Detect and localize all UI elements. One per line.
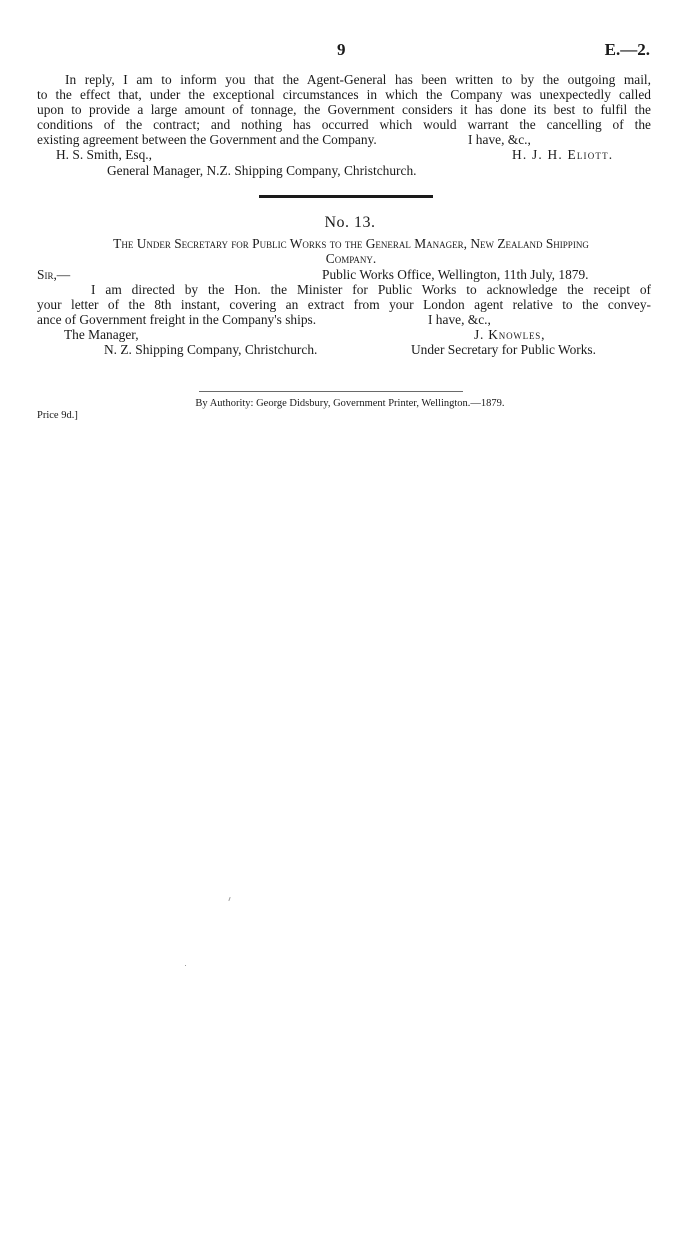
letter-signatory: J. Knowles,: [474, 327, 546, 342]
price-note: Price 9d.]: [37, 410, 78, 421]
place-date: Public Works Office, Wellington, 11th July, 1879.: [322, 267, 589, 282]
letter-body-line-3: ance of Government freight in the Company's ships.: [37, 312, 317, 327]
print-speck: [228, 897, 230, 901]
letter-heading-line-2: Company.: [325, 251, 377, 266]
section-divider: [259, 195, 433, 198]
footer-rule: [199, 391, 463, 392]
letter-body-line-2: your letter of the 8th instant, covering an extract from your London agent relative to the convey-: [37, 297, 651, 312]
letter-body-line-1: I am directed by the Hon. the Minister for Public Works to acknowledge the receipt of: [91, 282, 651, 297]
reply-body-line-5: existing agreement between the Government and the Company.: [37, 132, 377, 147]
printer-imprint: By Authority: George Didsbury, Government Printer, Wellington.—1879.: [195, 398, 505, 409]
letter-addressee-name: The Manager,: [64, 327, 139, 342]
page-number: 9: [337, 40, 346, 59]
letter-heading: [37, 236, 665, 266]
reply-signatory: H. J. H. Eliott.: [512, 147, 614, 162]
document-reference: E.—2.: [604, 40, 650, 59]
letter-number: No. 13.: [324, 214, 376, 231]
reply-body-line-2: to the effect that, under the exceptional circumstances in which the Company was unexpectedly called: [37, 87, 651, 102]
reply-closing: I have, &c.,: [468, 132, 531, 147]
letter-addressee-title: N. Z. Shipping Company, Christchurch.: [104, 342, 318, 357]
letter-signatory-title: Under Secretary for Public Works.: [411, 342, 596, 357]
letter-heading-line-1: The Under Secretary for Public Works to the General Manager, New Zealand Shipping: [113, 236, 589, 251]
reply-addressee-name: H. S. Smith, Esq.,: [56, 147, 152, 162]
reply-body-line-1: In reply, I am to inform you that the Agent-General has been written to by the outgoing mail,: [65, 72, 651, 87]
salutation: Sir,—: [37, 267, 71, 282]
print-speck: [185, 965, 186, 966]
reply-addressee-title: General Manager, N.Z. Shipping Company, Christchurch.: [107, 163, 417, 178]
letter-closing: I have, &c.,: [428, 312, 491, 327]
reply-body-line-4: conditions of the contract; and nothing has occurred which would warrant the cancelling of the: [37, 117, 651, 132]
reply-body-line-3: upon to provide a large amount of tonnage, the Government considers it has done its best to fulfil the: [37, 102, 651, 117]
